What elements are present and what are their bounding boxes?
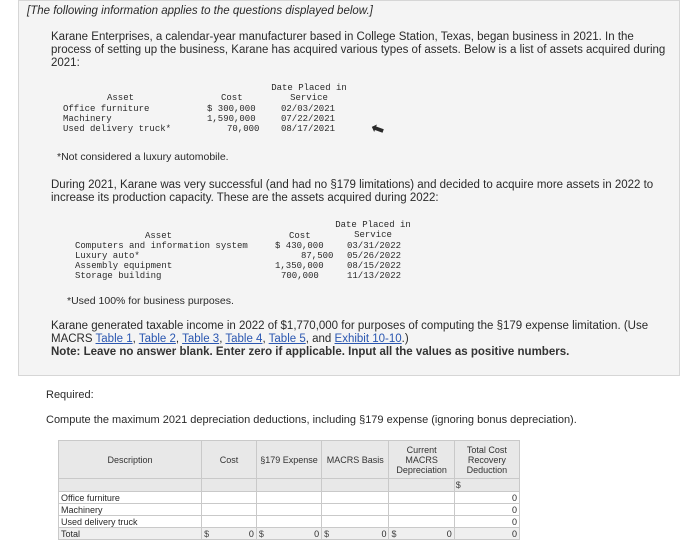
total-recovery-value: 0 bbox=[454, 516, 519, 528]
table-row bbox=[59, 504, 520, 516]
answer-table bbox=[58, 440, 520, 540]
t2-row-cost-2: 1,350,000 bbox=[275, 261, 324, 271]
s179-input[interactable] bbox=[256, 516, 321, 528]
t1-asset-header: Asset bbox=[107, 93, 135, 103]
intro-text: [The following information applies to the questions displayed below.] bbox=[27, 5, 373, 17]
link-table-3[interactable]: Table 3 bbox=[182, 333, 220, 345]
total-label: Total bbox=[59, 528, 202, 540]
link-table-5[interactable]: Table 5 bbox=[268, 333, 306, 345]
col-cost: Cost bbox=[202, 441, 257, 479]
currency-symbol: $ bbox=[258, 528, 264, 539]
currency-symbol: $ bbox=[204, 528, 210, 539]
link-table-2[interactable]: Table 2 bbox=[138, 333, 176, 345]
basis-input[interactable] bbox=[322, 516, 389, 528]
t1-row-asset-2: Used delivery truck* bbox=[63, 124, 172, 134]
table-row bbox=[59, 516, 520, 528]
t2-footnote: *Used 100% for business purposes. bbox=[67, 295, 234, 307]
t1-row-date-0: 02/03/2021 bbox=[281, 104, 336, 114]
t2-row-date-1: 05/26/2022 bbox=[347, 251, 402, 261]
total-basis bbox=[322, 528, 389, 540]
t2-row-cost-3: 700,000 bbox=[281, 271, 319, 281]
row-description: Machinery bbox=[59, 504, 202, 516]
t1-row-asset-1: Machinery bbox=[63, 114, 112, 124]
col-total-cost-recovery: Total Cost Recovery Deduction bbox=[454, 441, 519, 479]
col-current-macrs: Current MACRS Depreciation bbox=[389, 441, 454, 479]
total-current bbox=[389, 528, 454, 540]
p3-text: Karane generated taxable income in 2022 of $1,770,000 for purposes of computing the §179 expense limitation. (Use MACRS bbox=[51, 320, 649, 345]
link-table-1[interactable]: Table 1 bbox=[95, 333, 133, 345]
t1-footnote: *Not considered a luxury automobile. bbox=[57, 151, 229, 163]
t1-row-cost-0: $ 300,000 bbox=[207, 104, 256, 114]
t2-row-asset-3: Storage building bbox=[75, 271, 162, 281]
t1-date-header: Date Placed in Service bbox=[271, 83, 347, 103]
t1-row-asset-0: Office furniture bbox=[63, 104, 150, 114]
basis-input[interactable] bbox=[322, 492, 389, 504]
t2-date-header: Date Placed in Service bbox=[335, 220, 411, 240]
current-depr-input[interactable] bbox=[389, 504, 454, 516]
total-cost-value: 0 bbox=[248, 528, 254, 539]
total-recovery-value: 0 bbox=[454, 492, 519, 504]
note-text: Note: Leave no answer blank. Enter zero if applicable. Input all the values as positive numbers. bbox=[51, 346, 570, 358]
total-cost bbox=[202, 528, 257, 540]
s179-input[interactable] bbox=[256, 492, 321, 504]
total-basis-value: 0 bbox=[381, 528, 387, 539]
t1-row-date-1: 07/22/2021 bbox=[281, 114, 336, 124]
mouse-cursor-icon: ⬉ bbox=[368, 118, 388, 140]
required-label: Required: bbox=[46, 389, 94, 401]
total-total-value: 0 bbox=[511, 528, 517, 539]
row-description: Office furniture bbox=[59, 492, 202, 504]
total-row bbox=[59, 528, 520, 540]
t1-row-cost-2: 70,000 bbox=[227, 124, 260, 134]
paragraph-1: Karane Enterprises, a calendar-year manufacturer based in College Station, Texas, began business in 2021. In the process of setting up the business, Karane has acquired various types of assets. Below is a list of assets acquired during 2021: bbox=[51, 31, 666, 69]
t2-row-date-3: 11/13/2022 bbox=[347, 271, 402, 281]
total-s179 bbox=[256, 528, 321, 540]
t2-row-asset-0: Computers and information system bbox=[75, 241, 248, 251]
link-table-4[interactable]: Table 4 bbox=[225, 333, 263, 345]
current-depr-input[interactable] bbox=[389, 516, 454, 528]
info-panel bbox=[18, 0, 680, 376]
link-exhibit-10-10[interactable]: Exhibit 10-10 bbox=[334, 333, 402, 345]
s179-input[interactable] bbox=[256, 504, 321, 516]
table-row bbox=[59, 492, 520, 504]
currency-symbol: $ bbox=[324, 528, 330, 539]
cost-input[interactable] bbox=[202, 516, 257, 528]
current-depr-input[interactable] bbox=[389, 492, 454, 504]
t1-row-date-2: 08/17/2021 bbox=[281, 124, 336, 134]
t2-row-date-0: 03/31/2022 bbox=[347, 241, 402, 251]
paragraph-3: Karane generated taxable income in 2022 of $1,770,000 for purposes of computing the §179 expense limitation. (Use MACRS Table 1, Table 2, Table 3, Table 4, Table 5, and Exhibit 10-10.) Note: Leave no answer blank. Enter zero if applicable. Input all the values as positive numbers. bbox=[51, 320, 671, 359]
basis-input[interactable] bbox=[322, 504, 389, 516]
col-macrs-basis: MACRS Basis bbox=[322, 441, 389, 479]
t2-row-cost-1: 87,500 bbox=[301, 251, 334, 261]
paragraph-2: During 2021, Karane was very successful (and had no §179 limitations) and decided to acquire more assets in 2022 to increase its production capacity. These are the assets acquired during 2022: bbox=[51, 179, 654, 204]
col-179-expense: §179 Expense bbox=[256, 441, 321, 479]
total-total bbox=[454, 528, 519, 540]
col-description: Description bbox=[59, 441, 202, 479]
total-s179-value: 0 bbox=[314, 528, 320, 539]
t2-row-cost-0: $ 430,000 bbox=[275, 241, 324, 251]
t2-row-date-2: 08/15/2022 bbox=[347, 261, 402, 271]
cost-input[interactable] bbox=[202, 492, 257, 504]
t1-cost-header: Cost bbox=[221, 93, 243, 103]
total-current-value: 0 bbox=[446, 528, 452, 539]
t1-row-cost-1: 1,590,000 bbox=[207, 114, 256, 124]
currency-symbol: $ bbox=[391, 528, 397, 539]
t2-asset-header: Asset bbox=[145, 231, 173, 241]
t2-row-asset-2: Assembly equipment bbox=[75, 261, 173, 271]
t2-row-asset-1: Luxury auto* bbox=[75, 251, 140, 261]
t2-cost-header: Cost bbox=[289, 231, 311, 241]
total-recovery-value: 0 bbox=[454, 504, 519, 516]
total-currency-symbol: $ bbox=[455, 480, 461, 490]
cost-input[interactable] bbox=[202, 504, 257, 516]
question-text: Compute the maximum 2021 depreciation deductions, including §179 expense (ignoring bonus depreciation). bbox=[46, 414, 577, 426]
row-description: Used delivery truck bbox=[59, 516, 202, 528]
